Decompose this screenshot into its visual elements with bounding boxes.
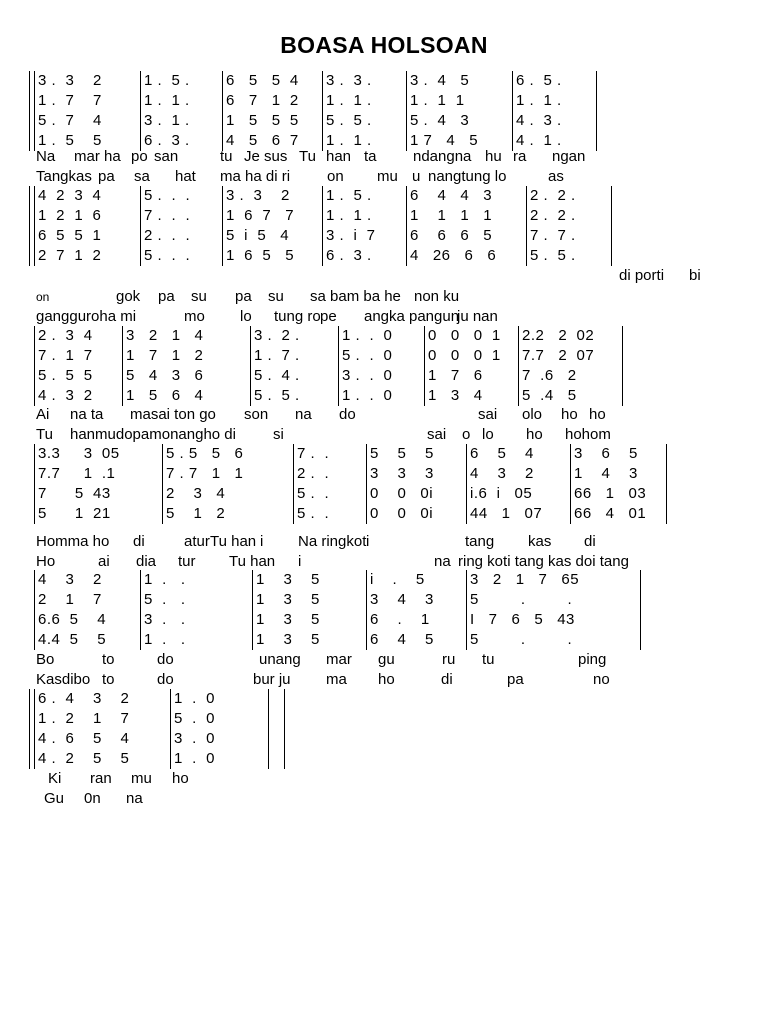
barline — [34, 326, 35, 406]
note-cell: 3 . . 0 — [342, 367, 393, 384]
note-cell: 3 4 3 — [370, 591, 434, 608]
note-cell: 1 . 1 . — [326, 207, 372, 224]
note-cell: 1 7 6 — [428, 367, 483, 384]
barline — [252, 570, 253, 650]
barline — [222, 71, 223, 151]
lyric-word: pe — [320, 308, 337, 325]
lyric-word: olo — [522, 406, 543, 423]
note-cell: 2 . . . — [144, 227, 191, 244]
note-cell: 2.2 2 02 — [522, 327, 595, 344]
note-cell: 5 i 5 4 — [226, 227, 290, 244]
lyric-word: tu — [482, 651, 495, 668]
lyric-word: ho — [172, 770, 189, 787]
barline — [34, 689, 35, 769]
barline — [322, 186, 323, 266]
note-cell: 6 5 5 1 — [38, 227, 102, 244]
lyric-word: Gu — [44, 790, 65, 807]
lyric-word: Homma ho — [36, 533, 110, 550]
lyric-word: di porti — [619, 267, 665, 284]
lyric-word: pa — [235, 288, 252, 305]
lyric-word: to — [102, 651, 115, 668]
note-cell: 6.6 5 4 — [38, 611, 107, 628]
lyric-word: ho — [526, 426, 543, 443]
note-cell: 1 . 5 . — [144, 72, 190, 89]
note-cell: 1 . 5 . — [326, 187, 372, 204]
lyric-word: gok — [116, 288, 141, 305]
lyric-word: su — [268, 288, 284, 305]
lyric-word: lo — [482, 426, 494, 443]
note-cell: 7 .6 2 — [522, 367, 577, 384]
lyric-word: no — [593, 671, 610, 688]
note-cell: 1 . 1 1 — [410, 92, 465, 109]
lyric-word: Tangkas — [36, 168, 92, 185]
note-cell: 4 26 6 6 — [410, 247, 497, 264]
barline — [322, 71, 323, 151]
lyric-word: pa — [158, 288, 175, 305]
lyric-word: do — [157, 651, 174, 668]
note-cell: 0 0 0i — [370, 505, 434, 522]
note-cell: 3 2 1 7 65 — [470, 571, 580, 588]
lyric-word: ping — [578, 651, 607, 668]
lyric-word: ho — [378, 671, 395, 688]
note-cell: 3 6 5 — [574, 445, 638, 462]
barline — [526, 186, 527, 266]
note-cell: 4 3 2 — [470, 465, 534, 482]
note-cell: 1 . . — [144, 631, 186, 648]
note-cell: 1 . 0 — [174, 750, 216, 767]
note-cell: 2 . 2 . — [530, 207, 576, 224]
barline — [29, 186, 30, 266]
note-cell: 5 . 5 5 6 — [166, 445, 244, 462]
lyric-word: angka — [364, 308, 405, 325]
lyric-word: mu — [131, 770, 152, 787]
lyric-word: na — [126, 790, 143, 807]
note-cell: i . 5 — [370, 571, 425, 588]
barline — [622, 326, 623, 406]
barline — [140, 570, 141, 650]
note-cell: 7 . . — [297, 445, 330, 462]
lyric-word: Na — [36, 148, 56, 165]
lyric-word: Tu — [299, 148, 316, 165]
lyric-word: son — [244, 406, 269, 423]
note-cell: 5 . 5 . — [254, 387, 300, 404]
lyric-word: u — [412, 168, 421, 185]
barline — [140, 71, 141, 151]
lyric-word: hu — [485, 148, 502, 165]
note-cell: 1 . 7 . — [254, 347, 300, 364]
note-cell: 7 . 1 7 — [38, 347, 93, 364]
lyric-word: bi — [689, 267, 701, 284]
note-cell: 3 . 4 5 — [410, 72, 470, 89]
lyric-word: pa — [98, 168, 115, 185]
note-cell: 4 3 2 — [38, 571, 102, 588]
lyric-word: atur — [184, 533, 210, 550]
barline — [170, 689, 171, 769]
note-cell: 1 . 1 . — [144, 92, 190, 109]
lyric-word: hohom — [565, 426, 611, 443]
lyric-word: Tu han — [229, 553, 276, 570]
lyric-word: hat — [175, 168, 196, 185]
note-cell: 3 . 3 2 — [226, 187, 290, 204]
lyric-word: ju nan — [457, 308, 498, 325]
barline — [222, 186, 223, 266]
note-cell: 1 . 2 1 7 — [38, 710, 130, 727]
note-cell: 1 3 5 — [256, 611, 320, 628]
lyric-word: na — [434, 553, 451, 570]
lyric-word: Ki — [48, 770, 62, 787]
note-cell: 1 3 5 — [256, 591, 320, 608]
note-cell: 1 . 1 . — [326, 92, 372, 109]
lyric-word: gu — [378, 651, 395, 668]
lyric-word: sai — [427, 426, 447, 443]
note-cell: 1 1 1 1 — [410, 207, 493, 224]
lyric-word: as — [548, 168, 564, 185]
lyric-word: su — [191, 288, 207, 305]
lyric-word: ngan — [552, 148, 586, 165]
note-cell: 1 2 1 6 — [38, 207, 102, 224]
note-cell: 1 7 1 2 — [126, 347, 204, 364]
note-cell: 4 . 6 5 4 — [38, 730, 130, 747]
lyric-word: ta — [364, 148, 377, 165]
note-cell: i.6 i 05 — [470, 485, 533, 502]
lyric-word: gangguroha mi — [36, 308, 137, 325]
note-cell: 0 0 0 1 — [428, 327, 501, 344]
lyric-word: Bo — [36, 651, 55, 668]
lyric-word: na — [295, 406, 312, 423]
note-cell: 1 . 1 . — [326, 132, 372, 149]
note-cell: 6 4 4 3 — [410, 187, 493, 204]
lyric-word: nangtung lo — [428, 168, 507, 185]
note-cell: 1 6 5 5 — [226, 247, 295, 264]
barline — [424, 326, 425, 406]
song-title: BOASA HOLSOAN — [280, 32, 488, 58]
note-cell: 7 . . . — [144, 207, 191, 224]
note-cell: 6 5 5 4 — [226, 72, 299, 89]
lyric-word: Na ringkot — [298, 533, 367, 550]
barline — [512, 71, 513, 151]
note-cell: 3 . 3 2 — [38, 72, 102, 89]
lyric-word: do — [157, 671, 174, 688]
note-cell: 7 . 7 1 1 — [166, 465, 244, 482]
barline — [122, 326, 123, 406]
barline — [29, 689, 30, 769]
lyric-word: ring koti tang kas doi tang — [458, 553, 629, 570]
note-cell: 2 . 2 . — [530, 187, 576, 204]
lyric-word: i — [298, 553, 302, 570]
note-cell: 3 . 1 . — [144, 112, 190, 129]
note-cell: 5 1 2 — [166, 505, 226, 522]
lyric-word: masai ton go — [130, 406, 216, 423]
note-cell: 4 2 3 4 — [38, 187, 102, 204]
note-cell: 66 1 03 — [574, 485, 647, 502]
note-cell: 4.4 5 5 — [38, 631, 107, 648]
note-cell: 1 4 3 — [574, 465, 638, 482]
lyric-word: Tu — [36, 426, 53, 443]
note-cell: 1 . 1 . — [516, 92, 562, 109]
lyric-word: Kasdibo — [36, 671, 91, 688]
lyric-word: 0n — [84, 790, 101, 807]
note-cell: 6 . 5 . — [516, 72, 562, 89]
note-cell: 7.7 1 .1 — [38, 465, 116, 482]
lyric-word: ru — [442, 651, 456, 668]
lyric-word: di — [441, 671, 453, 688]
lyric-word: lo — [240, 308, 252, 325]
note-cell: 1 . 7 7 — [38, 92, 102, 109]
barline — [518, 326, 519, 406]
note-cell: 3 2 1 4 — [126, 327, 204, 344]
barline — [366, 570, 367, 650]
lyric-word: on — [327, 168, 344, 185]
barline — [29, 71, 30, 151]
lyric-word: dia — [136, 553, 157, 570]
lyric-word: si — [273, 426, 284, 443]
barline — [366, 444, 367, 524]
note-cell: 6 . 3 . — [144, 132, 190, 149]
note-cell: 5 . 4 . — [254, 367, 300, 384]
note-cell: 3 . 3 . — [326, 72, 372, 89]
barline — [596, 71, 597, 151]
lyric-word: mo — [184, 308, 205, 325]
note-cell: 0 0 0i — [370, 485, 434, 502]
note-cell: 7.7 2 07 — [522, 347, 595, 364]
lyric-word: na ta — [70, 406, 104, 423]
barline — [268, 689, 269, 769]
note-cell: 6 . 4 3 2 — [38, 690, 130, 707]
note-cell: 3 . . — [144, 611, 186, 628]
lyric-word: tung ro — [274, 308, 321, 325]
note-cell: 7 5 43 — [38, 485, 111, 502]
note-cell: 7 . 7 . — [530, 227, 576, 244]
note-cell: 1 5 6 4 — [126, 387, 204, 404]
note-cell: 6 6 6 5 — [410, 227, 493, 244]
note-cell: 3 . 0 — [174, 730, 216, 747]
note-cell: 5 . . — [144, 591, 186, 608]
note-cell: 5 . 5 5 — [38, 367, 93, 384]
barline — [250, 326, 251, 406]
note-cell: I 7 6 5 43 — [470, 611, 575, 628]
barline — [34, 186, 35, 266]
barline — [406, 186, 407, 266]
note-cell: 5 . 4 3 — [410, 112, 470, 129]
lyric-word: sa bam ba he — [310, 288, 401, 305]
note-cell: 6 . 3 . — [326, 247, 372, 264]
lyric-word: unang — [259, 651, 301, 668]
note-cell: 2 . . — [297, 465, 330, 482]
lyric-word: mu — [377, 168, 398, 185]
note-cell: 5 . 5 . — [530, 247, 576, 264]
lyric-word: Tu han — [210, 533, 257, 550]
note-cell: 1 7 4 5 — [410, 132, 479, 149]
note-cell: 3 . 2 . — [254, 327, 300, 344]
note-cell: 2 1 7 — [38, 591, 102, 608]
lyric-word: ra — [513, 148, 527, 165]
barline — [666, 444, 667, 524]
lyric-word: ma ha di ri — [220, 168, 291, 185]
lyric-word: bur ju — [253, 671, 291, 688]
lyric-word: kas — [528, 533, 552, 550]
note-cell: 1 . 0 — [174, 690, 216, 707]
note-cell: 2 3 4 — [166, 485, 226, 502]
barline — [406, 71, 407, 151]
lyric-word: i — [260, 533, 264, 550]
barline — [140, 186, 141, 266]
barline — [284, 689, 285, 769]
note-cell: 1 5 5 5 — [226, 112, 299, 129]
note-cell: 5 . 5 . — [326, 112, 372, 129]
note-cell: 6 7 1 2 — [226, 92, 299, 109]
note-cell: 66 4 01 — [574, 505, 647, 522]
note-cell: 2 7 1 2 — [38, 247, 102, 264]
note-cell: 1 . 5 5 — [38, 132, 102, 149]
note-cell: 1 3 4 — [428, 387, 483, 404]
note-cell: 5 . . . — [144, 247, 191, 264]
note-cell: 1 3 5 — [256, 631, 320, 648]
note-cell: 5 . 0 — [174, 710, 216, 727]
lyric-word: non ku — [414, 288, 460, 305]
note-cell: 5 1 21 — [38, 505, 111, 522]
lyric-word: ho — [561, 406, 578, 423]
barline — [34, 444, 35, 524]
note-cell: 44 1 07 — [470, 505, 543, 522]
lyric-word: ma — [326, 671, 347, 688]
note-cell: 5 5 5 — [370, 445, 434, 462]
note-cell: 1 6 7 7 — [226, 207, 295, 224]
lyric-word: ran — [90, 770, 112, 787]
note-cell: 3.3 3 05 — [38, 445, 120, 462]
note-cell: 4 . 2 5 5 — [38, 750, 130, 767]
lyric-word: ndangna — [413, 148, 472, 165]
note-cell: 5 4 3 6 — [126, 367, 204, 384]
note-cell: 1 . . — [144, 571, 186, 588]
note-cell: 6 5 4 — [470, 445, 534, 462]
lyric-word: to — [102, 671, 115, 688]
note-cell: 3 3 3 — [370, 465, 434, 482]
lyric-word: tang — [465, 533, 495, 550]
note-cell: 5 . 7 4 — [38, 112, 102, 129]
lyric-word: Je sus — [244, 148, 288, 165]
note-cell: 4 . 1 . — [516, 132, 562, 149]
note-cell: 5 .4 5 — [522, 387, 577, 404]
note-cell: 1 3 5 — [256, 571, 320, 588]
barline — [338, 326, 339, 406]
note-cell: 2 . 3 4 — [38, 327, 93, 344]
note-cell: 5 . . — [470, 591, 573, 608]
lyric-word: Ai — [36, 406, 50, 423]
lyric-word: han — [326, 148, 352, 165]
lyric-word: hanmudopamonangho di — [70, 426, 236, 443]
lyric-word: di — [133, 533, 145, 550]
note-cell: 4 . 3 2 — [38, 387, 93, 404]
lyric-word: di — [584, 533, 596, 550]
barline — [466, 570, 467, 650]
lyric-word: ho — [589, 406, 606, 423]
lyric-word: po — [131, 148, 148, 165]
note-cell: 5 . . 0 — [342, 347, 393, 364]
lyric-word: tur — [178, 553, 196, 570]
lyric-word: pa — [507, 671, 524, 688]
lyric-word: sai — [478, 406, 498, 423]
barline — [570, 444, 571, 524]
note-cell: 0 0 0 1 — [428, 347, 501, 364]
note-cell: 6 4 5 — [370, 631, 434, 648]
barline — [162, 444, 163, 524]
note-cell: 5 . . . — [144, 187, 191, 204]
lyric-word: ai — [98, 553, 110, 570]
lyric-word: san — [154, 148, 179, 165]
barline — [611, 186, 612, 266]
note-cell: 6 . 1 — [370, 611, 430, 628]
lyric-word: Ho — [36, 553, 56, 570]
barline — [34, 71, 35, 151]
note-cell: 5 . . — [470, 631, 573, 648]
barline — [640, 570, 641, 650]
note-cell: 1 . . 0 — [342, 327, 393, 344]
barline — [34, 570, 35, 650]
lyric-word: pangun — [409, 308, 460, 325]
note-cell: 3 . i 7 — [326, 227, 376, 244]
lyric-word: mar ha — [74, 148, 121, 165]
lyric-word: on — [36, 290, 50, 304]
note-cell: 5 . . — [297, 505, 330, 522]
lyric-word: do — [339, 406, 356, 423]
barline — [466, 444, 467, 524]
note-cell: 5 . . — [297, 485, 330, 502]
lyric-word: i — [366, 533, 370, 550]
note-cell: 4 . 3 . — [516, 112, 562, 129]
lyric-word: sa — [134, 168, 150, 185]
note-cell: 4 5 6 7 — [226, 132, 299, 149]
lyric-word: mar — [326, 651, 352, 668]
lyric-word: o — [462, 426, 471, 443]
note-cell: 1 . . 0 — [342, 387, 393, 404]
barline — [293, 444, 294, 524]
lyric-word: tu — [220, 148, 233, 165]
